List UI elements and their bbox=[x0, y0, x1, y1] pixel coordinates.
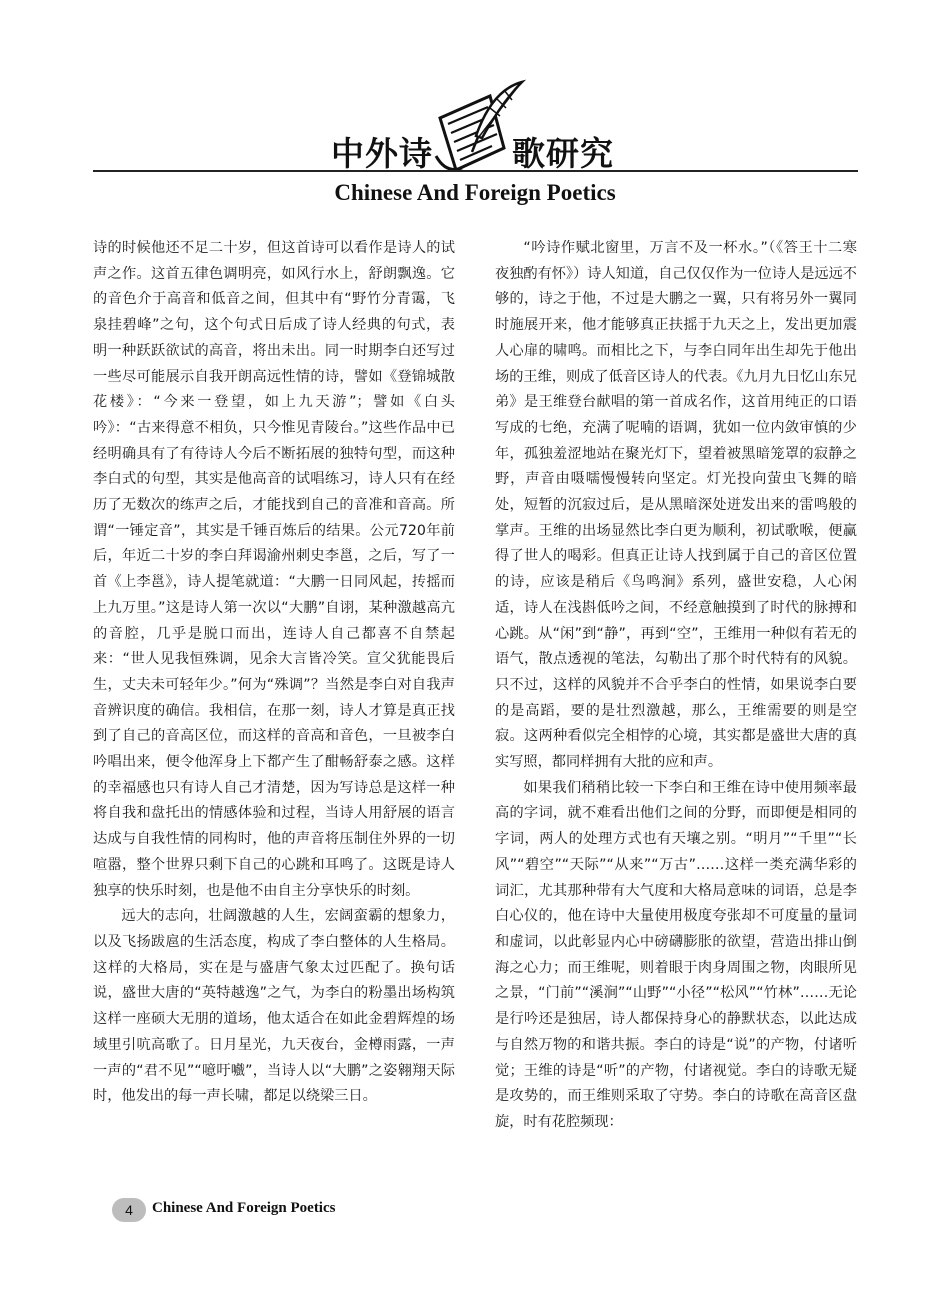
footer-journal-title: Chinese And Foreign Poetics bbox=[152, 1200, 336, 1216]
left-column bbox=[93, 236, 455, 1110]
journal-title-en: Chinese And Foreign Poetics bbox=[334, 180, 616, 205]
paragraph: 如果我们稍稍比较一下李白和王维在诗中使用频率最高的字词，就不难看出他们之间的分野，而即便是相同的字词，两人的处理方式也有天壤之别。“明月”“千里”“长风”“碧空”“天际”“从来”“万古”……这样一类充满华彩的词汇，尤其那种带有大气度和大格局意味的词语，总是李白心仪的，他在诗中大量使用极度夸张却不可度量的量词和虚词，以此彰显内心中磅礴膨胀的欲望，营造出排山倒海之心力；而王维呢，则着眼于肉身周围之物，肉眼所见之景，“门前”“溪涧”“山野”“小径”“松风”“竹林”……无论是行吟还是独居，诗人都保持身心的静默状态，以此达成与自然万物的和谐共振。李白的诗是“说”的产物，付诸听觉；王维的诗是“听”的产物，付诸视觉。李白的诗歌无疑是攻势的，而王维则采取了守势。李白的诗歌在高音区盘旋，时有花腔频现： bbox=[495, 779, 857, 1130]
journal-title-cn-right: 歌研究 bbox=[512, 134, 614, 173]
paragraph: 远大的志向，壮阔激越的人生，宏阔蛮霸的想象力，以及飞扬跋扈的生活态度，构成了李白整体的人生格局。这样的大格局，实在是与盛唐气象太过匹配了。换句话说，盛世大唐的“英特越逸”之气，为李白的粉墨出场构筑这样一座硕大无朋的道场，他太适合在如此金碧辉煌的场域里引吭高歌了。日月星光，九天夜台，金樽雨露，一声一声的“君不见”“噫吁嚱”，当诗人以“大鹏”之姿翱翔天际时，他发出的每一声长啸，都足以绕梁三日。 bbox=[93, 908, 455, 1105]
right-column bbox=[495, 236, 857, 1136]
masthead bbox=[0, 0, 950, 230]
paragraph: “吟诗作赋北窗里，万言不及一杯水。”（《答王十二寒夜独酌有怀》）诗人知道，自己仅仅作为一位诗人是远远不够的，诗之于他，不过是大鹏之一翼，只有将另外一翼同时施展开来，他才能够真正扶摇于九天之上，发出更加震人心扉的啸鸣。而相比之下，与李白同年出生却先于他出场的王维，则成了低音区诗人的代表。《九月九日忆山东兄弟》是王维登台献唱的第一首成名作，这首用纯正的口语写成的七绝，充满了呢喃的语调，犹如一位内敛审慎的少年，孤独羞涩地站在聚光灯下，望着被黑暗笼罩的寂静之野，声音由嗫嚅慢慢转向坚定。灯光投向萤虫飞舞的暗处，短暂的沉寂过后，是从黑暗深处迸发出来的雷鸣般的掌声。王维的出场显然比李白更为顺利，初试歌喉，便赢得了世人的喝彩。但真正让诗人找到属于自己的音区位置的诗，应该是稍后《鸟鸣涧》系列，盛世安稳，人心闲适，诗人在浅斟低吟之间，不经意触摸到了时代的脉搏和心跳。从“闲”到“静”，再到“空”，王维用一种似有若无的语气，散点透视的笔法，勾勒出了那个时代特有的风貌。只不过，这样的风貌并不合乎李白的性情，如果说李白要的是高蹈，要的是壮烈激越，那么，王维需要的则是空寂。这两种看似完全相悖的心境，其实都是盛世大唐的真实写照，都同样拥有大批的应和声。 bbox=[495, 240, 857, 771]
paragraph: 诗的时候他还不足二十岁，但这首诗可以看作是诗人的试声之作。这首五律色调明亮，如风行水上，舒朗飘逸。它的音色介于高音和低音之间，但其中有“野竹分青霭，飞泉挂碧峰”之句，这个句式日后成了诗人经典的句式，表明一种跃跃欲试的高音，将出未出。同一时期李白还写过一些尽可能展示自我开朗高远性情的诗，譬如《登锦城散花楼》：“今来一登望，如上九天游”；譬如《白头吟》：“古来得意不相负，只今惟见青陵台。”这些作品中已经明确具有了有待诗人今后不断拓展的独特句型，而这种李白式的句型，其实是他高音的试唱练习，诗人只有在经历了无数次的练声之后，才能找到自己的音准和音高。所谓“一锤定音”，其实是千锤百炼后的结果。公元720年前后，年近二十岁的李白拜谒渝州刺史李邕，之后，写了一首《上李邕》，诗人提笔就道：“大鹏一日同风起，抟摇而上九万里。”这是诗人第一次以“大鹏”自诩，某种激越高亢的音腔，几乎是脱口而出，连诗人自己都喜不自禁起来：“世人见我恒殊调，见余大言皆冷笑。宣父犹能畏后生，丈夫未可轻年少。”何为“殊调”？当然是李白对自我声音辨识度的确信。我相信，在那一刻，诗人才算是真正找到了自己的音高区位，而这样的音高和音色，一旦被李白吟唱出来，便令他浑身上下都产生了酣畅舒泰之感。这样的幸福感也只有诗人自己才清楚，因为写诗总是这样一种将自我和盘托出的情感体验和过程，当诗人用舒展的语言达成与自我性情的同构时，他的声音将压制住外界的一切喧嚣，整个世界只剩下自己的心跳和耳鸣了。这既是诗人独享的快乐时刻，也是他不由自主分享快乐的时刻。 bbox=[93, 240, 455, 899]
page-number: 4 bbox=[112, 1198, 146, 1222]
journal-title-cn-left: 中外诗 bbox=[331, 134, 433, 173]
header-divider bbox=[93, 170, 858, 172]
